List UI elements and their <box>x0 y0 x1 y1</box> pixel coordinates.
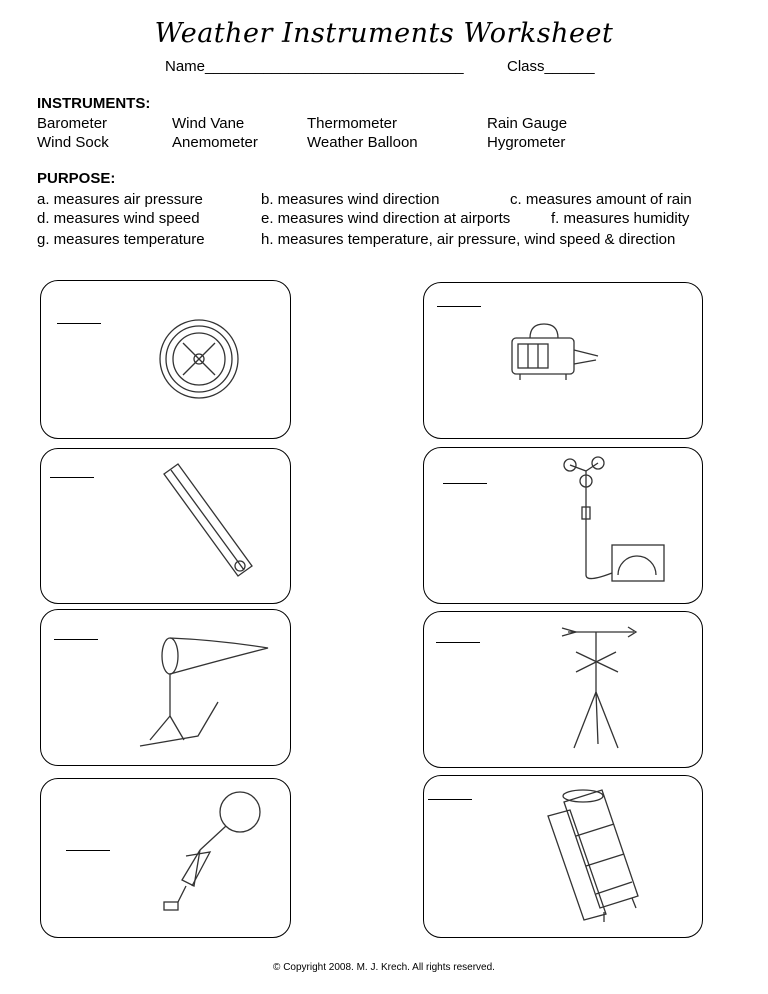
weather-balloon-image <box>160 790 265 920</box>
answer-blank[interactable] <box>50 476 94 478</box>
purpose-item: b. measures wind direction <box>261 191 440 208</box>
answer-blank[interactable] <box>54 638 98 640</box>
wind-sock-image <box>138 636 273 748</box>
instrument-item: Barometer <box>37 115 108 132</box>
rain-gauge-image <box>540 786 650 926</box>
instrument-item: Hygrometer <box>487 134 566 151</box>
answer-blank[interactable] <box>443 482 487 484</box>
purpose-item: g. measures temperature <box>37 231 205 248</box>
purpose-item: d. measures wind speed <box>37 210 200 227</box>
purpose-item: a. measures air pressure <box>37 191 203 208</box>
answer-blank[interactable] <box>57 322 101 324</box>
purpose-item: h. measures temperature, air pressure, wind speed & direction <box>261 231 676 248</box>
instrument-item: Wind Sock <box>37 134 109 151</box>
thermometer-image <box>160 462 255 582</box>
worksheet-title: Weather Instruments Worksheet <box>154 18 614 49</box>
answer-blank[interactable] <box>428 798 472 800</box>
name-field[interactable]: Name_______________________________ <box>165 58 464 75</box>
anemometer-image <box>560 455 670 595</box>
wind-vane-image <box>558 622 638 752</box>
instrument-item: Weather Balloon <box>307 134 418 151</box>
purpose-item: c. measures amount of rain <box>510 191 692 208</box>
instrument-item: Rain Gauge <box>487 115 568 132</box>
instrument-item: Wind Vane <box>172 115 245 132</box>
purpose-item: f. measures humidity <box>551 210 690 227</box>
copyright-footer: © Copyright 2008. M. J. Krech. All rights reserved. <box>273 962 495 973</box>
answer-blank[interactable] <box>436 641 480 643</box>
answer-blank[interactable] <box>437 305 481 307</box>
purpose-item: e. measures wind direction at airports <box>261 210 511 227</box>
barometer-image <box>158 318 240 400</box>
answer-blank[interactable] <box>66 849 110 851</box>
instrument-item: Anemometer <box>172 134 258 151</box>
instruments-heading: INSTRUMENTS: <box>37 95 151 112</box>
class-field[interactable]: Class______ <box>507 58 595 75</box>
hygrometer-image <box>508 320 600 385</box>
purpose-heading: PURPOSE: <box>37 170 116 187</box>
instrument-item: Thermometer <box>307 115 398 132</box>
